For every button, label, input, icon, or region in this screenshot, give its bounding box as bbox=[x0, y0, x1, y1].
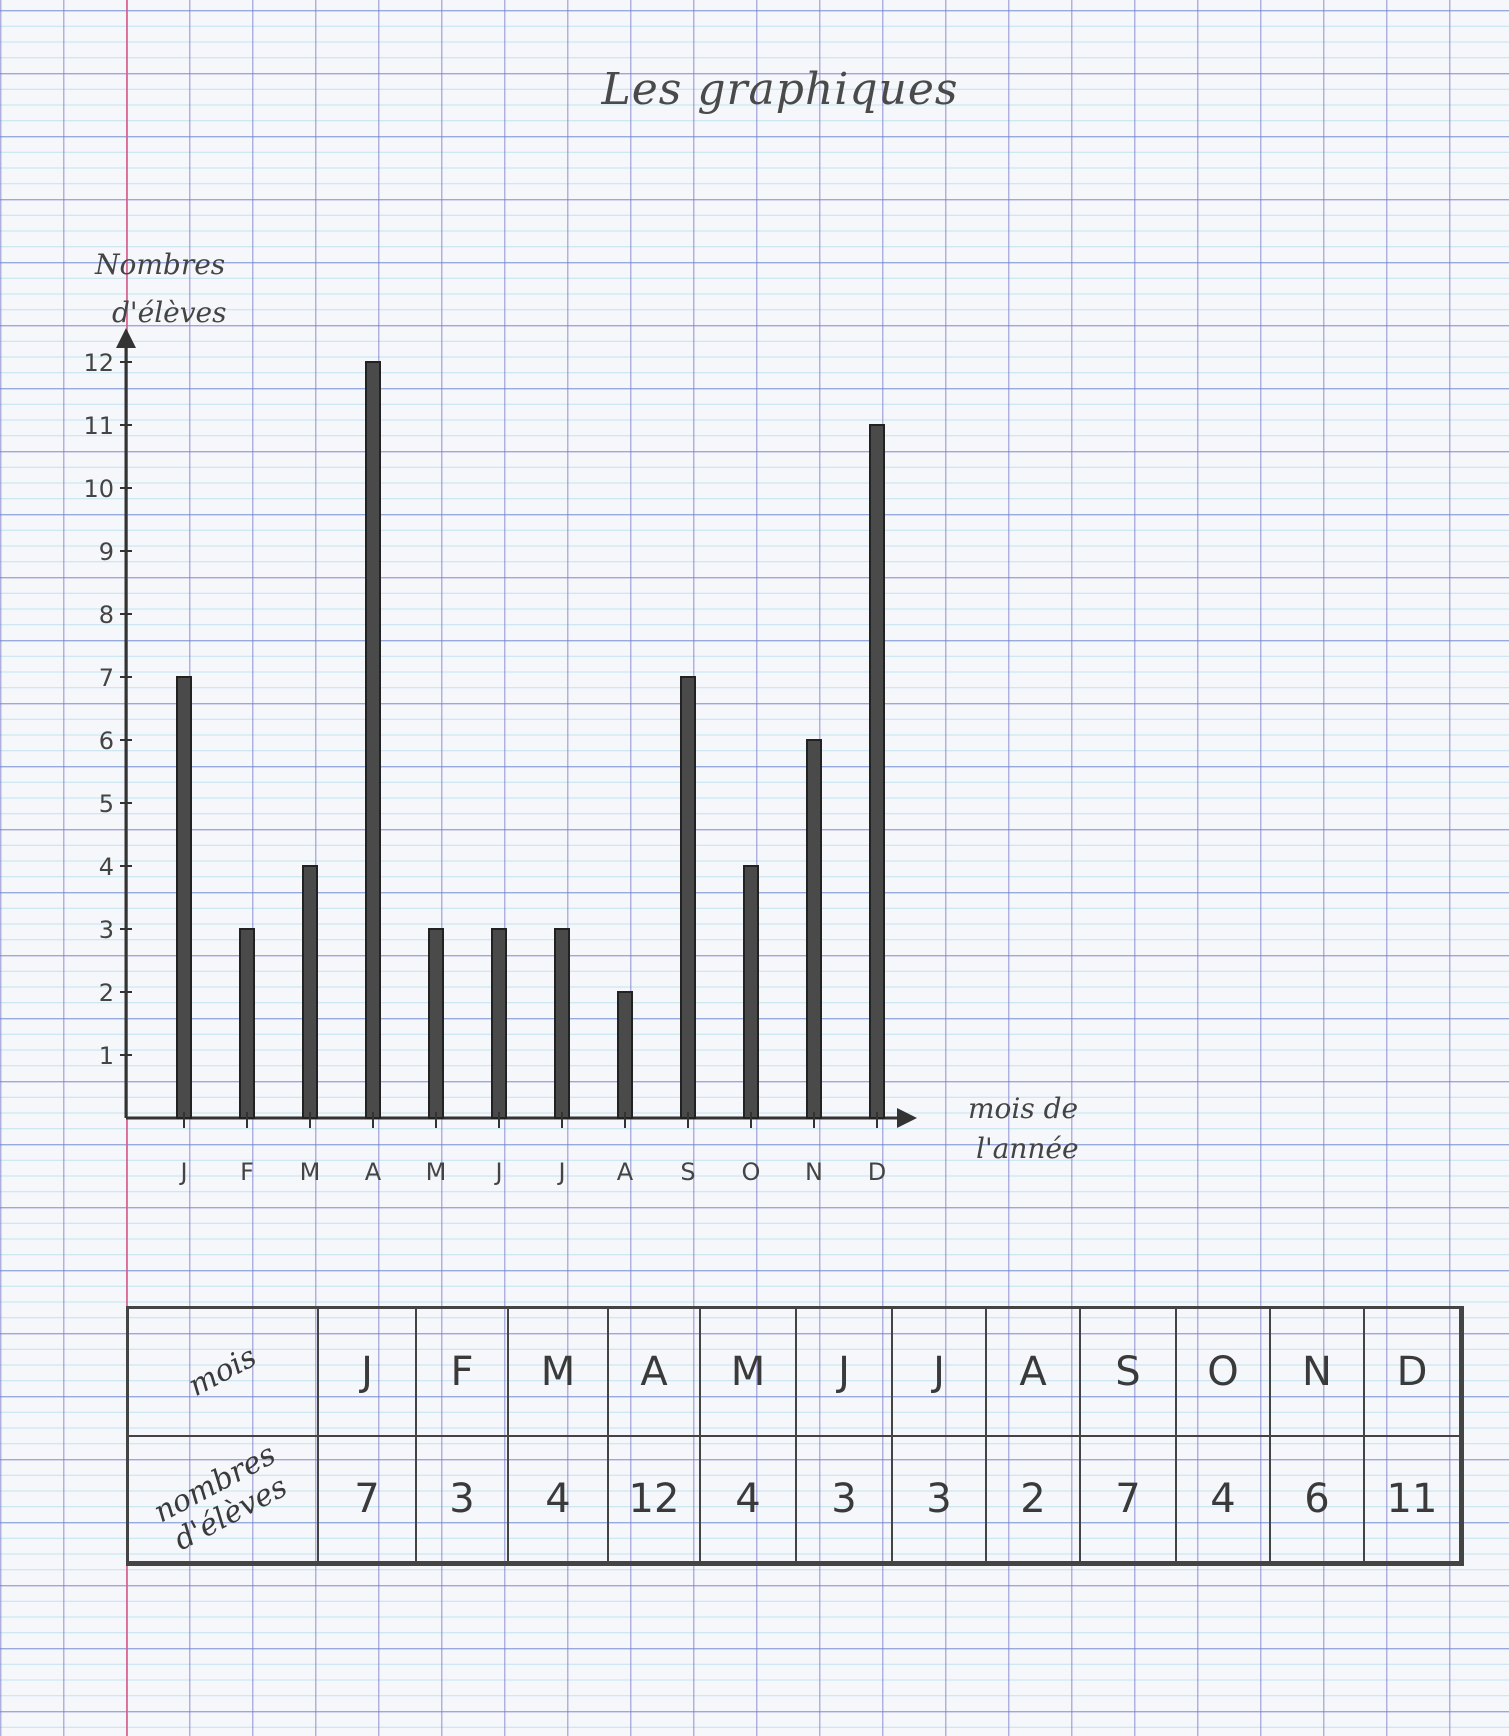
y-tick-label: 11 bbox=[83, 412, 114, 440]
y-tick-label: 8 bbox=[98, 601, 114, 629]
bar-J bbox=[177, 677, 191, 1118]
table-count-cell: 7 bbox=[1081, 1437, 1177, 1563]
y-axis-arrow bbox=[116, 328, 136, 348]
data-table bbox=[126, 1306, 1464, 1566]
table-count-cell: 3 bbox=[417, 1437, 509, 1563]
x-tick-label: J bbox=[495, 1158, 503, 1186]
y-tick-label: 5 bbox=[98, 790, 114, 818]
x-tick-label: N bbox=[805, 1158, 823, 1186]
y-tick-label: 7 bbox=[98, 664, 114, 692]
x-tick-label: M bbox=[425, 1158, 447, 1186]
bar-S bbox=[681, 677, 695, 1118]
y-tick-label: 10 bbox=[83, 475, 114, 503]
x-tick-label: S bbox=[680, 1158, 696, 1186]
bar-N bbox=[807, 740, 821, 1118]
table-month-cell: N bbox=[1271, 1309, 1365, 1437]
table-count-cell: 6 bbox=[1271, 1437, 1365, 1563]
page-title: Les graphiques bbox=[601, 64, 959, 115]
table-month-cell: D bbox=[1365, 1309, 1461, 1437]
table-month-cell: J bbox=[797, 1309, 893, 1437]
table-month-cell: J bbox=[893, 1309, 987, 1437]
table-count-cell: 7 bbox=[319, 1437, 417, 1563]
bar-F bbox=[240, 929, 254, 1118]
y-tick-label: 3 bbox=[98, 916, 114, 944]
x-tick-label: A bbox=[364, 1158, 382, 1186]
x-axis-title-line1: mois de bbox=[968, 1092, 1079, 1125]
bar-A bbox=[366, 362, 380, 1118]
table-count-cell: 4 bbox=[1177, 1437, 1271, 1563]
table-month-cell: J bbox=[319, 1309, 417, 1437]
table-count-cell: 3 bbox=[893, 1437, 987, 1563]
table-count-cell: 4 bbox=[509, 1437, 609, 1563]
y-tick-label: 6 bbox=[98, 727, 114, 755]
y-axis-title-line2: d'élèves bbox=[112, 296, 227, 329]
table-count-cell: 12 bbox=[609, 1437, 701, 1563]
bar-M bbox=[303, 866, 317, 1118]
y-axis-title-line1: Nombres bbox=[95, 248, 226, 281]
y-tick-label: 12 bbox=[83, 349, 114, 377]
table-month-cell: M bbox=[701, 1309, 797, 1437]
table-month-cell: O bbox=[1177, 1309, 1271, 1437]
table-count-cell: 2 bbox=[987, 1437, 1081, 1563]
y-tick-label: 9 bbox=[98, 538, 114, 566]
bar-J bbox=[555, 929, 569, 1118]
table-count-cell: 4 bbox=[701, 1437, 797, 1563]
table-count-cell: 3 bbox=[797, 1437, 893, 1563]
x-tick-label: A bbox=[616, 1158, 634, 1186]
table-month-cell: M bbox=[509, 1309, 609, 1437]
bar-J bbox=[492, 929, 506, 1118]
x-axis-arrow bbox=[897, 1108, 917, 1128]
y-tick-label: 1 bbox=[98, 1042, 114, 1070]
table-count-cell: 11 bbox=[1365, 1437, 1461, 1563]
x-tick-label: O bbox=[741, 1158, 761, 1186]
x-tick-label: F bbox=[240, 1158, 254, 1186]
table-row-header-mois: mois bbox=[129, 1309, 319, 1437]
y-tick-label: 2 bbox=[98, 979, 114, 1007]
bar-O bbox=[744, 866, 758, 1118]
table-month-cell: S bbox=[1081, 1309, 1177, 1437]
table-month-cell: A bbox=[987, 1309, 1081, 1437]
x-tick-label: D bbox=[867, 1158, 887, 1186]
table-row-header-nombres: nombres d'élèves bbox=[129, 1437, 319, 1563]
x-tick-label: M bbox=[299, 1158, 321, 1186]
bar-M bbox=[429, 929, 443, 1118]
y-tick-label: 4 bbox=[98, 853, 114, 881]
x-tick-label: J bbox=[180, 1158, 188, 1186]
table-month-cell: F bbox=[417, 1309, 509, 1437]
table-month-cell: A bbox=[609, 1309, 701, 1437]
bar-A bbox=[618, 992, 632, 1118]
x-tick-label: J bbox=[558, 1158, 566, 1186]
x-axis-title-line2: l'année bbox=[976, 1132, 1079, 1165]
bar-D bbox=[870, 425, 884, 1118]
